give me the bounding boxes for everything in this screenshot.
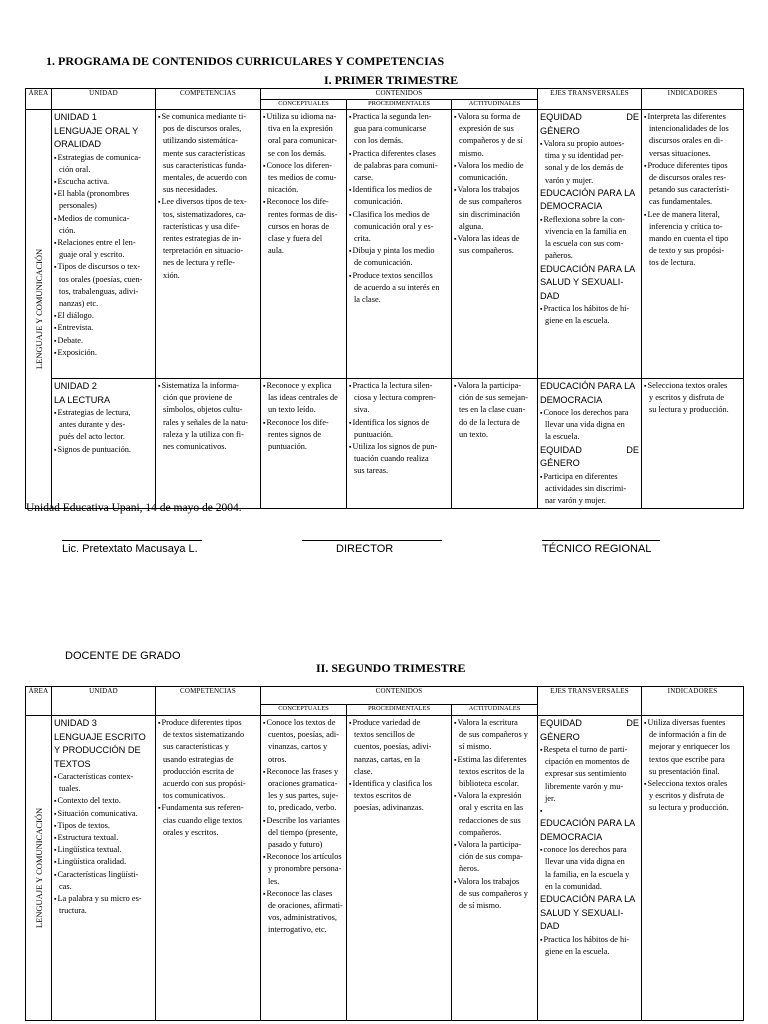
actitudinales-cell [452, 716, 538, 1021]
continuation-line: textos que escribe para [649, 754, 725, 764]
continuation-line: les y sus partes, suje- [268, 791, 339, 801]
continuation-line: crita. [354, 234, 371, 244]
cell-heading-line: UNIDAD 3 [54, 718, 97, 728]
bullet-item: ▪ Escucha activa. [54, 176, 153, 188]
continuation-line: do de la lectura de [459, 417, 520, 427]
bullet-item: ▪ Estima las diferentes [454, 754, 535, 766]
cell-heading-line: DEMOCRACIA [540, 831, 603, 842]
continuation-line: sí mismo. [459, 742, 492, 752]
bullet-item: ▪ El diálogo. [54, 310, 153, 322]
bullet-item: ▪ Contexto del texto. [54, 795, 153, 807]
continuation-line: biblioteca escolar. [459, 779, 519, 789]
continuation-line: utilizando sistemática- [163, 136, 238, 146]
continuation-line: guaje oral y escrito. [59, 250, 125, 260]
signer-role-tecnico: TÉCNICO REGIONAL [542, 543, 652, 555]
cell-heading-line: EDUCACIÓN PARA LA [540, 818, 636, 829]
cell-heading-line: DEMOCRACIA [540, 394, 603, 405]
continuation-line: comunicación. [459, 173, 508, 183]
bullet-item: ▪ Practica la lectura silen- [349, 380, 449, 392]
cell-heading-line: EDUCACIÓN PARA LA [540, 894, 636, 905]
indicadores-cell [642, 110, 744, 379]
continuation-line: mismo. [459, 148, 484, 158]
continuation-line: y escritos y disfruta de [649, 393, 725, 403]
bullet-item: ▪ Clasifica los medios de [349, 209, 449, 221]
actitudinales-cell [452, 110, 538, 379]
bullet-item: ▪ Valora la expresión [454, 790, 535, 802]
continuation-line: puntuación. [354, 429, 393, 439]
continuation-line: nar varón y mujer. [545, 496, 606, 506]
bullet-item: ▪ Interpreta las diferentes [644, 111, 741, 123]
continuation-line: oral y escrita en las [459, 803, 524, 813]
continuation-line: y pronombre persona- [268, 864, 342, 874]
bullet-item: ▪ Fundamenta sus referen- [158, 802, 258, 814]
continuation-line: clase. [354, 766, 373, 776]
continuation-line: la escuela con sus com- [545, 239, 624, 249]
continuation-line: de información a fin de [649, 730, 727, 740]
continuation-line: rentes estrategias de in- [163, 234, 242, 244]
continuation-line: clase y fuera del [268, 234, 323, 244]
col-header-area: ÁREA [26, 89, 52, 110]
continuation-line: jer. [545, 793, 556, 803]
bullet-item: ▪ Reflexiona sobre la con- [540, 214, 639, 226]
continuation-line: su lectura y producción. [649, 803, 729, 813]
col-header-ejes: EJES TRANSVERSALES [538, 89, 642, 110]
continuation-line: las ideas centrales de [268, 393, 338, 403]
cell-heading-line: EQUIDAD DE GÉNERO [540, 444, 639, 469]
competencias-cell [156, 716, 261, 1021]
unidad-cell [52, 716, 156, 1021]
cell-heading-line: UNIDAD 1 [54, 112, 97, 122]
bullet-item: ▪ Valora las ideas de [454, 233, 535, 245]
unidad-cell [52, 110, 156, 379]
continuation-line: de acuerdo a su interés en [354, 282, 440, 292]
continuation-line: sus compañeros. [459, 246, 514, 256]
continuation-line: de comunicación. [354, 258, 413, 268]
continuation-line: en la comunidad. [545, 881, 602, 891]
col-header-conceptuales: CONCEPTUALES [261, 705, 347, 716]
cell-heading-line: DAD [540, 921, 560, 932]
cell-heading-line: LENGUAJE ORAL Y [54, 125, 139, 136]
continuation-line: nanzas) etc. [59, 298, 99, 308]
continuation-line: sus características funda- [163, 160, 247, 170]
col-header-competencias: COMPETENCIAS [156, 89, 261, 110]
continuation-line: pos de discursos orales, [163, 124, 242, 134]
col-header-actitudinales: ACTITUDINALES [452, 705, 538, 716]
continuation-line: puntuación. [268, 442, 307, 452]
continuation-line: interrogativo, etc. [268, 925, 327, 935]
continuation-line: vivencia en la familia en [545, 227, 627, 237]
continuation-line: carse. [354, 173, 374, 183]
bullet-item: ▪ Participa en diferentes [540, 471, 639, 483]
col-header-indicadores: INDICADORES [642, 687, 744, 716]
continuation-line: de texto y sus propósi- [649, 246, 725, 256]
bullet-item: ▪ Dibuja y pinta los medio [349, 245, 449, 257]
cell-heading-line: TEXTOS [54, 758, 91, 769]
continuation-line: de sus compañeros y [459, 888, 528, 898]
continuation-line: cas. [59, 881, 72, 891]
procedimentales-cell [347, 716, 452, 1021]
continuation-line: oraciones gramatica- [268, 779, 338, 789]
bullet-item: ▪ Valora la participa- [454, 380, 535, 392]
bullet-item: ▪ Situación comunicativa. [54, 808, 153, 820]
continuation-line: tima y su identidad per- [545, 151, 624, 161]
continuation-line: cipación en momentos de [545, 757, 630, 767]
bullet-item: ▪ Practica la segunda len- [349, 111, 449, 123]
continuation-line: textos sencillos de [354, 730, 415, 740]
continuation-line: libremente varón y mu- [545, 781, 624, 791]
continuation-line: tructura. [59, 906, 87, 916]
bullet-item: ▪ Reconoce los artículos [263, 851, 344, 863]
continuation-line: llevar una vida digna en [545, 420, 625, 430]
bullet-item: ▪ Valora la escritura [454, 717, 535, 729]
continuation-line: versas situaciones. [649, 148, 711, 158]
bullet-item: ▪ Características contex- [54, 771, 153, 783]
continuation-line: de oraciones, afirmati- [268, 901, 343, 911]
signer-role-docente: DOCENTE DE GRADO [65, 650, 181, 662]
bullet-item: ▪ El habla (pronombres [54, 188, 153, 200]
bullet-item [540, 805, 639, 817]
continuation-line: cuentos, poesías, adi- [268, 730, 339, 740]
continuation-line: siva. [354, 405, 370, 415]
conceptuales-cell [261, 716, 347, 1021]
continuation-line: comunicación oral y es- [354, 221, 434, 231]
continuation-line: de sus compañeros y [459, 730, 528, 740]
trimester-table-1 [25, 88, 744, 509]
bullet-item: ▪ Estrategias de lectura, [54, 407, 153, 419]
continuation-line: un texto leído. [268, 405, 316, 415]
continuation-line: pasado y futuro) [268, 840, 323, 850]
ejes-cell [538, 110, 642, 379]
signature-line-3 [542, 540, 660, 541]
continuation-line: de discursos orales res- [649, 173, 727, 183]
col-header-ejes: EJES TRANSVERSALES [538, 687, 642, 716]
area-label: LENGUAJE Y COMUNICACIÓN [33, 807, 44, 929]
continuation-line: inferencia y crítica to- [649, 221, 723, 231]
continuation-line: pués del acto lector. [59, 432, 125, 442]
cell-heading-line: EDUCACIÓN PARA LA [540, 187, 636, 198]
continuation-line: redacciones de sus [459, 815, 521, 825]
col-header-contenidos: CONTENIDOS [261, 89, 538, 100]
bullet-item: ▪ Practica diferentes clases [349, 148, 449, 160]
bullet-item: ▪ Medios de comunica- [54, 213, 153, 225]
continuation-line: tiva en la expresión [268, 124, 333, 134]
bullet-item: ▪ Produce variedad de [349, 717, 449, 729]
bullet-item: ▪ La palabra y su micro es- [54, 893, 153, 905]
continuation-line: comunicación. [354, 197, 403, 207]
bullet-item: ▪ Valora los trabajos [454, 876, 535, 888]
ejes-cell [538, 716, 642, 1021]
continuation-line: compañeros y de sí [459, 136, 523, 146]
continuation-line: producción escrita de [163, 766, 234, 776]
continuation-line: usando estrategias de [163, 754, 234, 764]
col-header-actitudinales: ACTITUDINALES [452, 100, 538, 110]
continuation-line: discursos orales en di- [649, 136, 723, 146]
continuation-line: varón y mujer. [545, 175, 594, 185]
continuation-line: giene en la escuela. [545, 316, 610, 326]
bullet-item: ▪ Características lingüísti- [54, 869, 153, 881]
continuation-line: cas fundamentales. [649, 197, 713, 207]
continuation-line: terpretación en situacio- [163, 246, 244, 256]
bullet-item: ▪ Debate. [54, 335, 153, 347]
bullet-item: ▪ Valora su propio autoes- [540, 138, 639, 150]
continuation-line: ción que proviene de [163, 393, 233, 403]
continuation-line: intencionalidades de los [649, 124, 729, 134]
continuation-line: tes en la clase cuan- [459, 405, 526, 415]
continuation-line: personales) [59, 201, 97, 211]
bullet-item: ▪ Produce textos sencillos [349, 270, 449, 282]
bullet-item: ▪ Se comunica mediante ti- [158, 111, 258, 123]
continuation-line: ciosa y lectura compren- [354, 393, 436, 403]
continuation-line: cias cuando elige textos [163, 815, 243, 825]
trimester-title-2: II. SEGUNDO TRIMESTRE [316, 661, 466, 675]
continuation-line: compañeros. [459, 827, 502, 837]
bullet-item: ▪ Valora los medio de [454, 160, 535, 172]
continuation-line: rales y señales de la natu- [163, 417, 249, 427]
bullet-item: ▪ Estrategias de comunica- [54, 152, 153, 164]
continuation-line: se con los demás. [268, 148, 327, 158]
bullet-item: ▪ Exposición. [54, 347, 153, 359]
continuation-line: llevar una vida digna en [545, 857, 625, 867]
cell-heading-line: ORALIDAD [54, 139, 101, 149]
trimester-title-1: I. PRIMER TRIMESTRE [324, 73, 459, 87]
continuation-line: la clase. [354, 295, 381, 305]
continuation-line: tos orales (poesías, cuen- [59, 274, 143, 284]
bullet-item: ▪ Reconoce y explica [263, 380, 344, 392]
continuation-line: expresar sus sentimiento [545, 769, 627, 779]
continuation-line: pañeros. [545, 251, 573, 261]
continuation-line: sus necesidades. [163, 185, 218, 195]
continuation-line: tos, sistematizadores, ca- [163, 209, 246, 219]
unidad-cell [52, 379, 156, 509]
place-date: Unidad Educativa Upani, 14 de mayo de 2004. [26, 502, 242, 514]
conceptuales-cell [261, 379, 347, 509]
continuation-line: les. [268, 876, 280, 886]
signer-name-1: Lic. Pretextato Macusaya L. [62, 543, 198, 555]
continuation-line: su lectura y producción. [649, 405, 729, 415]
continuation-line: textos escritos de la [459, 766, 525, 776]
continuation-line: ción de sus compa- [459, 852, 523, 862]
bullet-item: ▪ Selecciona textos orales [644, 778, 741, 790]
cell-heading-line: DEMOCRACIA [540, 201, 603, 212]
continuation-line: cursos en horas de [268, 221, 330, 231]
continuation-line: un texto. [459, 429, 489, 439]
continuation-line: to, predicado, verbo. [268, 803, 337, 813]
bullet-item: ▪ Valora su forma de [454, 111, 535, 123]
bullet-item: ▪ Reconoce las frases y [263, 766, 344, 778]
bullet-item: ▪ Reconoce los dife- [263, 417, 344, 429]
bullet-item: ▪ Conoce los derechos para [540, 407, 639, 419]
competencias-cell [156, 110, 261, 379]
cell-heading-line: DAD [540, 290, 560, 301]
continuation-line: de textos sistematizando [163, 730, 245, 740]
continuation-line: mando en cuenta el tipo [649, 234, 729, 244]
continuation-line: tes medios de comu- [268, 173, 337, 183]
continuation-line: raleza y la utiliza con fi- [163, 429, 244, 439]
continuation-line: sin discriminación [459, 209, 521, 219]
continuation-line: nes comunicativos. [163, 442, 227, 452]
continuation-line: poesías, adivinanzas. [354, 803, 424, 813]
continuation-line: mentales, de acuerdo con [163, 173, 247, 183]
bullet-item: ▪ Tipos de textos. [54, 820, 153, 832]
conceptuales-cell [261, 110, 347, 379]
continuation-line: actividades sin discrimi- [545, 483, 627, 493]
bullet-item: ▪ Sistematiza la informa- [158, 380, 258, 392]
continuation-line: y escritos y disfruta de [649, 791, 725, 801]
document-title: 1. PROGRAMA DE CONTENIDOS CURRICULARES Y COMPETENCIAS [46, 54, 445, 68]
continuation-line: otros. [268, 754, 287, 764]
continuation-line: expresión de sus [459, 124, 514, 134]
bullet-item: ▪ Reconoce las clases [263, 888, 344, 900]
continuation-line: tos de lectura. [649, 258, 696, 268]
bullet-item: ▪ Lee diversos tipos de tex- [158, 196, 258, 208]
continuation-line: la familia, en la escuela y [545, 869, 630, 879]
bullet-item: ▪ Entrevista. [54, 322, 153, 334]
bullet-item: ▪ Conoce los textos de [263, 717, 344, 729]
cell-heading-line: Y PRODUCCIÓN DE [54, 745, 141, 755]
continuation-line: nicación. [268, 185, 299, 195]
continuation-line: xión. [163, 270, 180, 280]
signature-line-2 [302, 540, 442, 541]
bullet-item: ▪ Identifica los medios de [349, 184, 449, 196]
bullet-item: ▪ Valora los trabajos [454, 184, 535, 196]
continuation-line: de sus compañeros [459, 197, 522, 207]
continuation-line: ción de sus semejan- [459, 393, 528, 403]
continuation-line: del tiempo (presente, [268, 827, 338, 837]
continuation-line: giene en la escuela. [545, 946, 610, 956]
procedimentales-cell [347, 110, 452, 379]
bullet-item: ▪ Utiliza los signos de pun- [349, 441, 449, 453]
continuation-line: ñeros. [459, 864, 480, 874]
continuation-line: de sí mismo. [459, 901, 502, 911]
continuation-line: vinanzas, cartos y [268, 742, 328, 752]
bullet-item: ▪ Valora la participa- [454, 839, 535, 851]
cell-heading-line: EDUCACIÓN PARA LA [540, 381, 636, 391]
continuation-line: ción oral. [59, 164, 91, 174]
signer-role-director: DIRECTOR [336, 543, 394, 555]
bullet-item: ▪ Signos de puntuación. [54, 444, 153, 456]
continuation-line: símbolos, objetos cultu- [163, 405, 243, 415]
bullet-item: ▪ Practica los hábitos de hi- [540, 303, 639, 315]
col-header-unidad: UNIDAD [52, 89, 156, 110]
bullet-item: ▪ Relaciones entre el len- [54, 237, 153, 249]
continuation-line: gua para comunicarse [354, 124, 427, 134]
area-cell [26, 716, 52, 1021]
indicadores-cell [642, 716, 744, 1021]
continuation-line: sus características y [163, 742, 229, 752]
cell-heading-line: UNIDAD 2 [54, 381, 97, 391]
continuation-line: sus tareas. [354, 466, 389, 476]
col-header-unidad: UNIDAD [52, 687, 156, 716]
continuation-line: su presentación final. [649, 766, 720, 776]
col-header-contenidos: CONTENIDOS [261, 687, 538, 705]
continuation-line: oral para comunicar- [268, 136, 337, 146]
continuation-line: aula. [268, 246, 284, 256]
continuation-line: orales y escritos. [163, 827, 219, 837]
continuation-line: petando sus característi- [649, 185, 730, 195]
cell-heading-line: SALUD Y SEXUALI- [540, 277, 624, 288]
continuation-line: vos, administrativos, [268, 913, 337, 923]
continuation-line: tos comunicativos. [163, 791, 226, 801]
bullet-item: ▪ Respeta el turno de parti- [540, 744, 639, 756]
area-cell [26, 110, 52, 509]
bullet-item: ▪ Utiliza diversas fuentes [644, 717, 741, 729]
cell-heading-line: LENGUAJE ESCRITO [54, 731, 146, 742]
continuation-line: nanzas, cartas, en la [354, 754, 421, 764]
bullet-item: ▪ Describe los variantes [263, 815, 344, 827]
trimester-table-2 [25, 686, 744, 1021]
cell-heading-line: SALUD Y SEXUALI- [540, 907, 624, 918]
bullet-item: ▪ Produce diferentes tipos [158, 717, 258, 729]
continuation-line: mejorar y enriquecer los [649, 742, 730, 752]
continuation-line: tuales. [59, 784, 81, 794]
continuation-line: la escuela. [545, 432, 580, 442]
bullet-item: ▪ Conoce los diferen- [263, 160, 344, 172]
area-label: LENGUAJE Y COMUNICACIÓN [33, 248, 44, 370]
bullet-item: ▪ Estructura textual. [54, 832, 153, 844]
cell-heading-line: EDUCACIÓN PARA LA [540, 263, 636, 274]
bullet-item: ▪ Reconoce los dife- [263, 196, 344, 208]
bullet-item: ▪ Identifica los signos de [349, 417, 449, 429]
col-header-competencias: COMPETENCIAS [156, 687, 261, 716]
continuation-line: rentes signos de [268, 429, 321, 439]
continuation-line: con los demás. [354, 136, 404, 146]
continuation-line: textos escritos de [354, 791, 412, 801]
continuation-line: nes de lectura y refle- [163, 258, 235, 268]
continuation-line: sonal y de los demás de [545, 163, 624, 173]
continuation-line: ción. [59, 225, 76, 235]
continuation-line: tuación cuando realiza [354, 454, 429, 464]
continuation-line: mente sus características [163, 148, 246, 158]
bullet-item: ▪ Identifica y clasifica los [349, 778, 449, 790]
continuation-line: rentes formas de dis- [268, 209, 338, 219]
bullet-item: ▪ Tipos de discursos o tex- [54, 261, 153, 273]
col-header-conceptuales: CONCEPTUALES [261, 100, 347, 110]
ejes-cell [538, 379, 642, 509]
bullet-item: ▪ Utiliza su idioma na- [263, 111, 344, 123]
cell-heading-line: EQUIDAD DE GÉNERO [540, 718, 639, 742]
continuation-line: antes durante y des- [59, 420, 126, 430]
indicadores-cell [642, 379, 744, 509]
continuation-line: tos, trabalenguas, adivi- [59, 286, 139, 296]
col-header-area: ÁREA [26, 687, 52, 716]
bullet-item: ▪ Lee de manera literal, [644, 209, 741, 221]
cell-heading-line: LA LECTURA [54, 394, 111, 405]
continuation-line: alguna. [459, 221, 484, 231]
signature-line-1 [62, 540, 202, 541]
procedimentales-cell [347, 379, 452, 509]
actitudinales-cell [452, 379, 538, 509]
continuation-line: acuerdo con sus propósi- [163, 779, 246, 789]
continuation-line: racterísticas y usa dife- [163, 221, 240, 231]
col-header-procedimentales: PROCEDIMENTALES [347, 705, 452, 716]
bullet-item: ▪ Produce diferentes tipos [644, 160, 741, 172]
bullet-item: ▪ Lingüística oralidad. [54, 856, 153, 868]
bullet-item: ▪ Lingüística textual. [54, 844, 153, 856]
bullet-item: ▪ Selecciona textos orales [644, 380, 741, 392]
continuation-line: cuentos, poesías, adivi- [354, 742, 432, 752]
col-header-indicadores: INDICADORES [642, 89, 744, 110]
competencias-cell [156, 379, 261, 509]
continuation-line: de palabras para comuni- [354, 160, 438, 170]
bullet-item: ▪ conoce los derechos para [540, 844, 639, 856]
bullet-item: ▪ Practica los hábitos de hi- [540, 934, 639, 946]
cell-heading-line: EQUIDAD DE GÉNERO [540, 112, 639, 136]
col-header-procedimentales: PROCEDIMENTALES [347, 100, 452, 110]
